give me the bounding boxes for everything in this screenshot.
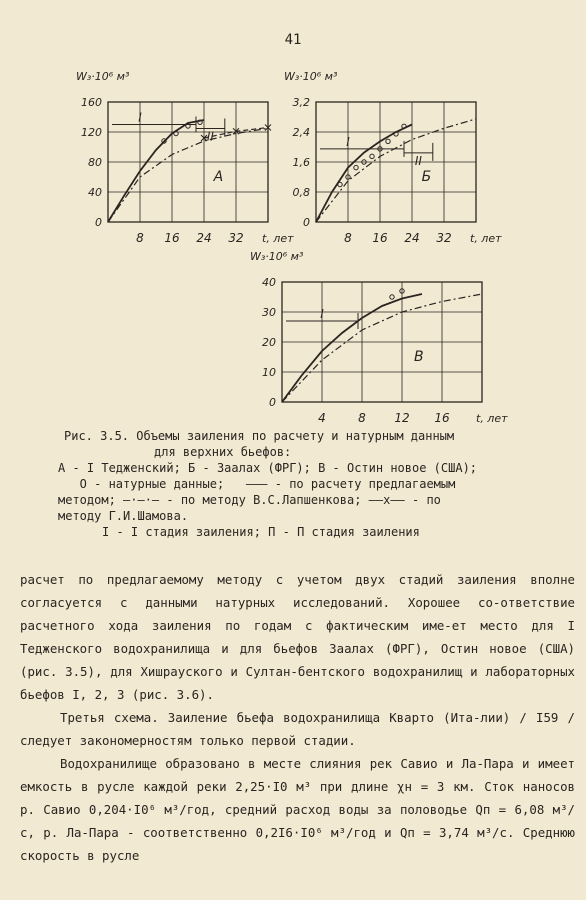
chart-3-y-tick-label: 40: [262, 276, 276, 289]
chart-2-x-tick-label: 24: [404, 231, 420, 245]
chart-2-y-tick-label: 0,8: [292, 186, 310, 199]
chart-1-stage-label: I: [138, 110, 142, 125]
paragraph-1: расчет по предлагаемому методу с учетом двух стадий заиления вполне согласуется с данными натурных исследований. Хорошее со-ответствие расчетного хода заиления по годам с фактическим име-ет место для I Теджeнского водохранилища и для бьефов Заалах (ФРГ), Остин новое (США) (рис. 3.5), для Хишрауского и Султан-бентского водохранилищ и лабораторных бьефов I, 2, 3 (рис. 3.6).: [20, 572, 575, 702]
chart-3-x-axis-label: t, лет: [476, 412, 508, 425]
chart-2-y-axis-label: W₃·10⁶ м³: [284, 70, 338, 83]
chart-1-panel-label: А: [213, 169, 224, 186]
chart-2-y-tick-label: 2,4: [292, 126, 310, 139]
chart-2-series-dash-dot: [316, 119, 476, 222]
caption-stages: I - I стадия заиления; П - П стадия заиления: [102, 525, 420, 539]
chart-2-x-tick-label: 16: [372, 231, 388, 245]
paragraph-2: Третья схема. Заиление бьефа водохранилища Кварто (Ита-лии) / I59 / следует закономерностям только первой стадии.: [20, 710, 575, 748]
chart-2-x-tick-label: 8: [344, 231, 352, 245]
caption-legend-1: О - натурные данные; ——— - по расчету предлагаемым: [58, 477, 456, 491]
chart-2-data-point: [338, 182, 342, 186]
chart-3-y-tick-label: 0: [269, 396, 276, 409]
chart-2-panel-label: Б: [421, 169, 432, 186]
chart-1-y-tick-label: 0: [95, 216, 102, 229]
chart-2-y-tick-label: 1,6: [292, 156, 310, 169]
chart-1-series-dash-dot: [108, 128, 268, 222]
chart-2-y-tick-label: 0: [303, 216, 310, 229]
chart-2-stage-label: II: [414, 153, 422, 168]
chart-1-y-tick-label: 40: [88, 186, 102, 199]
chart-3-stage-label: I: [320, 307, 324, 321]
chart-3-x-tick-label: 12: [394, 411, 410, 425]
chart-1-y-tick-label: 120: [81, 126, 102, 139]
chart-1-y-axis-label: W₃·10⁶ м³: [76, 70, 130, 83]
chart-3-panel-label: В: [414, 349, 424, 366]
chart-2-data-point: [386, 139, 390, 143]
chart-2-x-axis-label: t, лет: [470, 232, 502, 245]
chart-1-x-tick-label: 24: [196, 231, 212, 245]
chart-3-data-point: [390, 295, 394, 299]
chart-2-stage-label: I: [346, 134, 350, 149]
caption-title: Рис. 3.5. Объемы заиления по расчету и натурным данным: [64, 429, 455, 443]
chart-1-x-tick-label: 32: [228, 231, 244, 245]
chart-2-x-tick-label: 32: [436, 231, 452, 245]
chart-2-y-tick-label: 3,2: [292, 96, 310, 109]
chart-3-y-tick-label: 20: [262, 336, 276, 349]
chart-3-y-tick-label: 30: [262, 306, 276, 319]
caption-legend-3: методу Г.И.Шамова.: [58, 509, 189, 523]
caption-panels: А - I Теджeнский; Б - Заалах (ФРГ); В - Остин новое (США);: [58, 461, 478, 475]
chart-3-y-axis-label: W₃·10⁶ м³: [250, 250, 304, 263]
chart-3-y-tick-label: 10: [262, 366, 276, 379]
chart-1-x-tick-label: 16: [164, 231, 180, 245]
body-text: [20, 568, 575, 867]
caption-subtitle: для верхних бьефов:: [154, 445, 292, 459]
chart-3-x-tick-label: 8: [358, 411, 366, 425]
chart-1-series-solid: [108, 120, 204, 222]
chart-1-y-tick-label: 160: [81, 96, 102, 109]
figure-3-5: [0, 0, 586, 425]
chart-2-data-point: [354, 165, 358, 169]
chart-3-series-dash-dot: [282, 294, 482, 402]
chart-1-stage-label: II: [206, 129, 214, 144]
chart-2-data-point: [370, 154, 374, 158]
page-number: 41: [284, 32, 302, 48]
chart-3-x-tick-label: 4: [318, 411, 326, 425]
figure-caption: [58, 428, 558, 540]
chart-2-series-solid: [316, 125, 412, 223]
paragraph-3: Водохранилище образовано в месте слияния рек Савио и Ла-Пара и имеет емкость в русле каждой реки 2,25·I0 м³ при длине χн = 3 км. Сток наносов р. Савио 0,204·I0⁶ м³/год, средний расход воды за половодье Qп = 6,08 м³/с, р. Ла-Пара - соответственно 0,2I6·I0⁶ м³/год и Qп = 3,74 м³/с. Среднюю скорость в русле: [20, 756, 575, 863]
caption-legend-2: методом; —·—·— - по методу В.С.Лапшенкова; ——x—— - по: [58, 493, 441, 507]
chart-1-x-axis-label: t, лет: [262, 232, 294, 245]
chart-3-series-solid: [282, 294, 422, 402]
chart-3-x-tick-label: 16: [434, 411, 450, 425]
chart-1-x-tick-label: 8: [136, 231, 144, 245]
chart-1-y-tick-label: 80: [88, 156, 102, 169]
